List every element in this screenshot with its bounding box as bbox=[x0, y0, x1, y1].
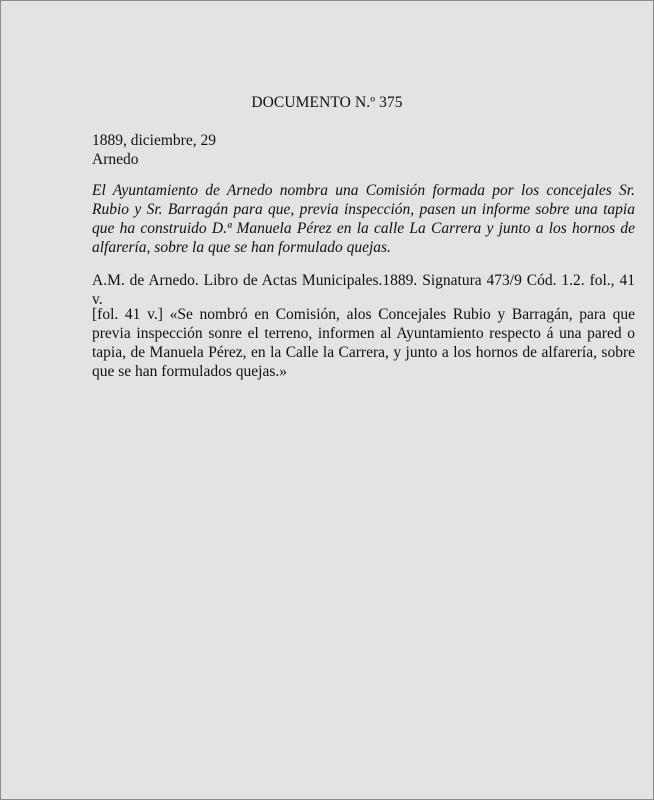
archival-source: A.M. de Arnedo. Libro de Actas Municipales.1889. Signatura 473/9 Cód. 1.2. fol., 41 v. bbox=[92, 272, 635, 308]
document-place: Arnedo bbox=[92, 151, 139, 168]
document-summary: El Ayuntamiento de Arnedo nombra una Comisión formada por los concejales Sr. Rubio y Sr. Barragán para que, previa inspección, pasen un informe sobre una tapia que ha construido D.ª Manuela Pérez en la calle La Carrera y junto a los hornos de alfarería, sobre la que se han formulado quejas. bbox=[92, 182, 635, 256]
date-place-block bbox=[92, 131, 635, 169]
document-transcript: [fol. 41 v.] «Se nombró en Comisión, alos Concejales Rubio y Barragán, para que previa inspección sonre el terreno, informen al Ayuntamiento respecto á una pared o tapia, de Manuela Pérez, en la Calle la Carrera, y junto a los hornos de alfarería, sobre que se han formulados quejas.» bbox=[92, 306, 635, 380]
document-date: 1889, diciembre, 29 bbox=[92, 132, 216, 149]
document-title: DOCUMENTO N.º 375 bbox=[251, 94, 403, 111]
